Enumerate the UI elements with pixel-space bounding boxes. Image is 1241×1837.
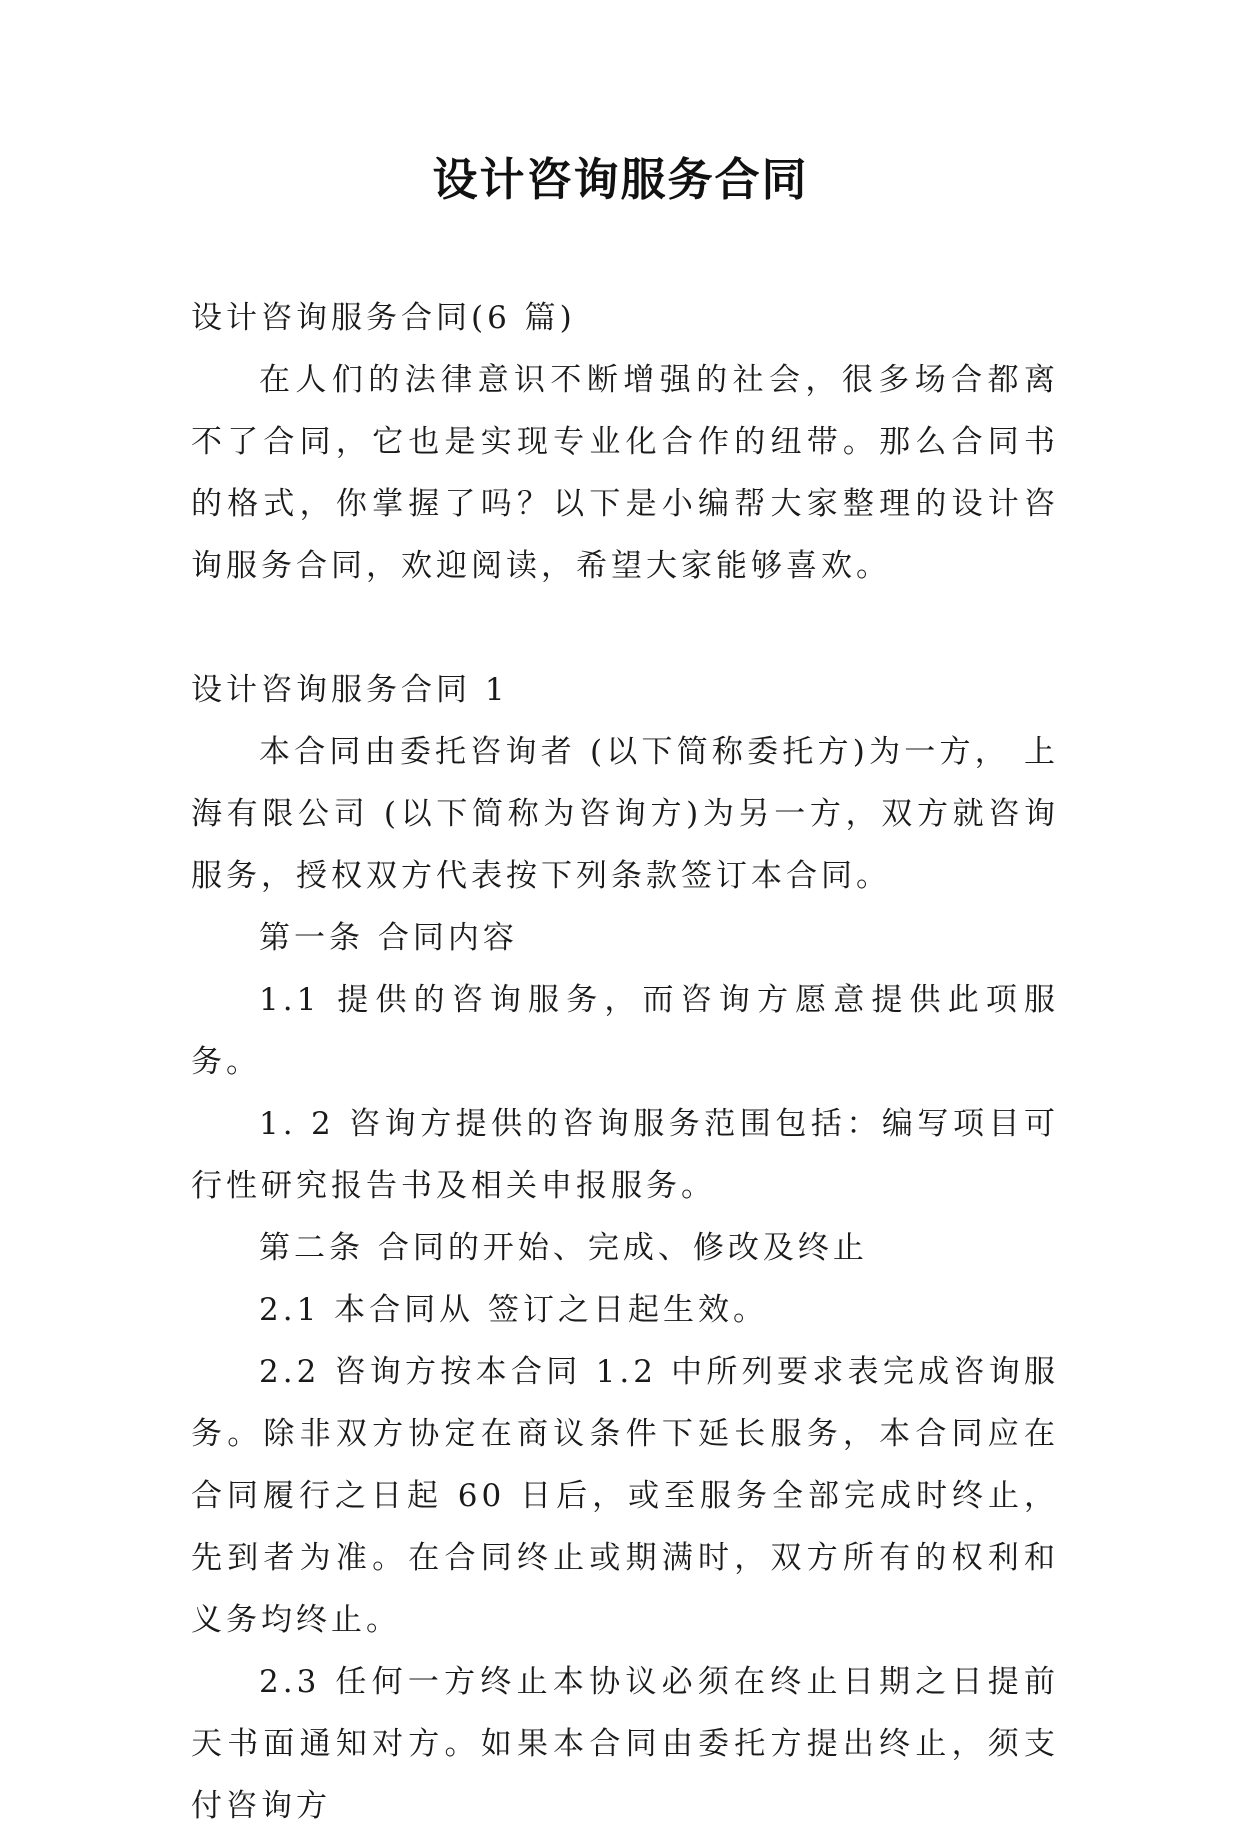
article-1-heading: 第一条 合同内容	[259, 920, 518, 956]
clause-1-2: 1. 2 咨询方提供的咨询服务范围包括：编写项目可行性研究报告书及相关申报服务。	[191, 1106, 1059, 1204]
clause-1-1: 1.1 提供的咨询服务，而咨询方愿意提供此项服务。	[191, 982, 1059, 1080]
paragraph-parties: 本合同由委托咨询者 (以下简称委托方)为一方， 上海有限公司 (以下简称为咨询方)为另一方，双方就咨询服务，授权双方代表按下列条款签订本合同。	[191, 734, 1059, 894]
document-body	[191, 287, 1059, 1837]
intro-paragraph: 在人们的法律意识不断增强的社会，很多场合都离不了合同，它也是实现专业化合作的纽带。那么合同书的格式，你掌握了吗？以下是小编帮大家整理的设计咨询服务合同，欢迎阅读，希望大家能够喜欢。	[191, 362, 1059, 584]
clause-2-2: 2.2 咨询方按本合同 1.2 中所列要求表完成咨询服务。除非双方协定在商议条件下延长服务，本合同应在合同履行之日起 60 日后，或至服务全部完成时终止，先到者为准。在合同终止或期满时，双方所有的权利和义务均终止。	[191, 1354, 1059, 1638]
section-heading: 设计咨询服务合同 1	[191, 672, 509, 708]
document-title: 设计咨询服务合同	[432, 153, 809, 206]
section-spacer	[191, 597, 1059, 659]
article-2-heading: 第二条 合同的开始、完成、修改及终止	[259, 1230, 868, 1266]
document-subtitle: 设计咨询服务合同(6 篇)	[191, 300, 576, 336]
clause-2-1: 2.1 本合同从 签订之日起生效。	[259, 1292, 769, 1328]
clause-2-3: 2.3 任何一方终止本协议必须在终止日期之日提前天书面通知对方。如果本合同由委托方提出终止，须支付咨询方	[191, 1664, 1059, 1824]
